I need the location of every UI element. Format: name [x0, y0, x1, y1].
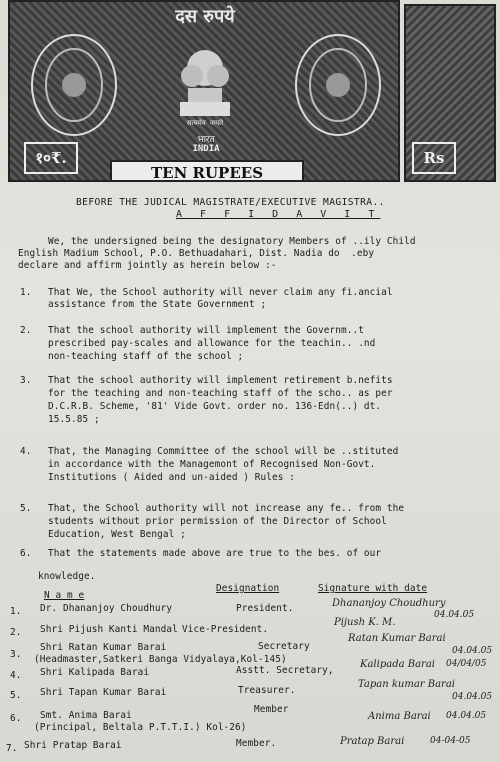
clause-line: for the teaching and non-teaching staff of the scho.. as per [48, 388, 393, 399]
member-number: 7. [6, 743, 18, 754]
member-signature-date: 04-04-05 [430, 736, 471, 746]
member-name: Shri Ratan Kumar Barai [40, 642, 167, 653]
member-designation: Member. [236, 738, 277, 749]
column-header-designation: Designation [216, 583, 280, 594]
clause-line: 15.5.85 ; [48, 414, 100, 425]
clause-line: That the statements made above are true to the bes. of our [48, 548, 382, 559]
clause-line: Institutions ( Aided and un-aided ) Rules : [48, 472, 296, 483]
member-signature: Kalipada Barai [360, 659, 435, 670]
member-number: 4. [10, 670, 22, 681]
member-signature-date: 04.04.05 [434, 610, 475, 620]
member-name: Shri Tapan Kumar Barai [40, 687, 167, 698]
member-name: Smt. Anima Barai [40, 710, 132, 721]
member-signature: Tapan kumar Barai [358, 679, 455, 690]
court-heading: BEFORE THE JUDICAL MAGISTRATE/EXECUTIVE MAGISTRA.. [76, 197, 385, 208]
stamp-hindi-title: दस रुपये [175, 6, 235, 27]
ashoka-emblem-icon [170, 32, 240, 128]
svg-text:सत्यमेव जयते: सत्यमेव जयते [186, 119, 224, 127]
member-designation: Member [254, 704, 289, 715]
clause-line: knowledge. [38, 571, 96, 582]
clause-line: That, the Managing Committee of the school will be ..stituted [48, 446, 399, 457]
clause-line: Education, West Bengal ; [48, 529, 186, 540]
intro-line: English Madium School, P.O. Bethuadahari, Dist. Nadia do .eby [18, 248, 375, 259]
clause-number: 6. [20, 548, 32, 559]
member-designation: Secretary [258, 641, 310, 652]
member-signature-date: 04/04/05 [446, 659, 487, 669]
stamp-paper-header [8, 0, 400, 182]
member-signature-date: 04.04.05 [452, 646, 493, 656]
ornament-left-icon [24, 30, 124, 140]
member-signature: Anima Barai [368, 711, 431, 722]
intro-line: We, the undersigned being the designatory Members of ..ily Child [48, 236, 416, 247]
member-designation: President. [236, 603, 294, 614]
member-designation: Asstt. Secretary, [236, 665, 334, 676]
member-signature: Pratap Barai [340, 736, 405, 747]
stamp-value-banner: TEN RUPEES [110, 160, 304, 182]
stamp-bharat-label: भारत [197, 135, 215, 145]
clause-number: 5. [20, 503, 32, 514]
stamp-denomination: १०₹. [24, 142, 78, 174]
member-extra-info: (Headmaster,Satkeri Banga Vidyalaya,Kol-145) [34, 654, 287, 665]
stamp-india-label: INDIA [192, 144, 220, 154]
clause-line: prescribed pay-scales and allowance for the teachin.. .nd [48, 338, 376, 349]
clause-number: 4. [20, 446, 32, 457]
member-signature: Pijush K. M. [334, 617, 396, 628]
clause-line: non-teaching staff of the school ; [48, 351, 244, 362]
member-name: Shri Pratap Barai [24, 740, 122, 751]
stamp-side-denomination: Rs [412, 142, 456, 174]
ornament-right-icon [288, 30, 388, 140]
clause-line: assistance from the State Government ; [48, 299, 267, 310]
clause-line: That We, the School authority will never claim any fi.ancial [48, 287, 393, 298]
intro-line: declare and affirm jointly as herein below :- [18, 260, 277, 271]
member-name: Shri Kalipada Barai [40, 667, 150, 678]
affidavit-title: A F F I D A V I T [176, 209, 381, 220]
member-number: 5. [10, 690, 22, 701]
clause-line: That the school authority will implement retirement b.nefits [48, 375, 393, 386]
member-name: Shri Pijush Kanti Mandal [40, 624, 178, 635]
stamp-side-panel [404, 4, 496, 182]
member-signature-date: 04.04.05 [446, 711, 487, 721]
member-number: 3. [10, 649, 22, 660]
clause-line: That the school authority will implement the Governm..t [48, 325, 364, 336]
column-header-name: N a m e [44, 590, 85, 601]
clause-line: in accordance with the Managemont of Recognised Non-Govt. [48, 459, 376, 470]
clause-number: 2. [20, 325, 32, 336]
column-header-signature: Signature with date [318, 583, 428, 594]
clause-number: 1. [20, 287, 32, 298]
clause-line: students without prior permission of the Director of School [48, 516, 387, 527]
member-number: 2. [10, 627, 22, 638]
member-name: Dr. Dhananjoy Choudhury [40, 603, 173, 614]
member-designation: Vice-President. [182, 624, 269, 635]
member-signature: Ratan Kumar Barai [348, 633, 446, 644]
member-signature: Dhananjoy Choudhury [332, 598, 446, 609]
member-designation: Treasurer. [238, 685, 296, 696]
member-number: 1. [10, 606, 22, 617]
clause-number: 3. [20, 375, 32, 386]
member-number: 6. [10, 713, 22, 724]
clause-line: That, the School authority will not increase any fe.. from the [48, 503, 405, 514]
clause-line: D.C.R.B. Scheme, '81' Vide Govt. order no. 136-Edn(..) dt. [48, 401, 382, 412]
member-signature-date: 04.04.05 [452, 692, 493, 702]
member-extra-info: (Principal, Beltala P.T.T.I.) Kol-26) [34, 722, 247, 733]
